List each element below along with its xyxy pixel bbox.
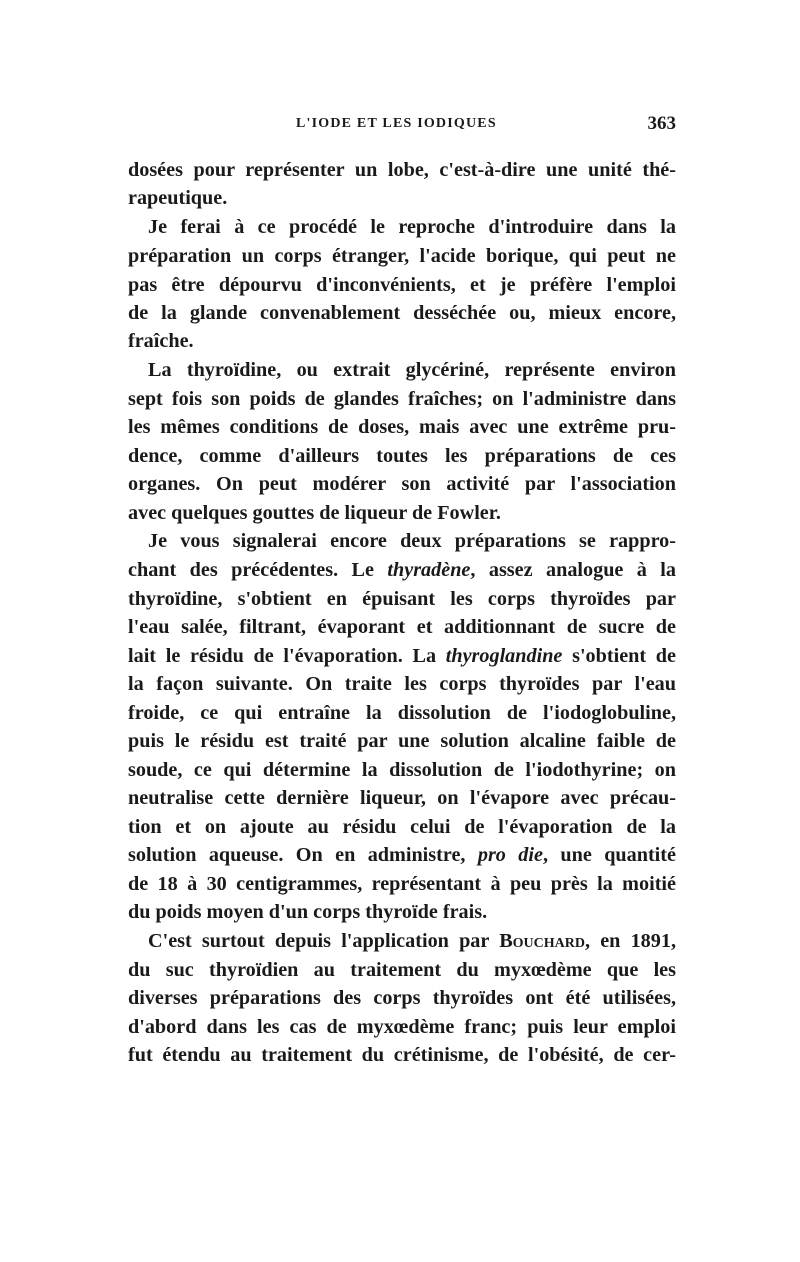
text-run: s'obtient de	[572, 645, 676, 667]
text-line: d'abord dans les cas de myxœdème franc; puis leur emploi	[128, 1016, 676, 1038]
text-line: diverses préparations des corps thyroïdes ont été utilisées,	[128, 987, 676, 1009]
text-run: , assez analogue à la	[470, 559, 676, 581]
text-line	[128, 840, 676, 870]
italic-term-pro-die: pro die	[477, 844, 543, 866]
text-line	[128, 641, 676, 671]
text-line: pas être dépourvu d'inconvénients, et je préfère l'emploi	[128, 274, 676, 296]
text-line: rapeutique.	[128, 187, 228, 209]
text-line: la façon suivante. On traite les corps thyroïdes par l'eau	[128, 673, 676, 695]
text-line: dence, comme d'ailleurs toutes les préparations de ces	[128, 445, 676, 467]
text-line: puis le résidu est traité par une solution alcaline faible de	[128, 730, 676, 752]
text-line: l'eau salée, filtrant, évaporant et additionnant de sucre de	[128, 616, 676, 638]
text-line: neutralise cette dernière liqueur, on l'évapore avec précau-	[128, 787, 676, 809]
text-line: froide, ce qui entraîne la dissolution de l'iodoglobuline,	[128, 702, 676, 724]
text-line: soude, ce qui détermine la dissolution de l'iodothyrine; on	[128, 759, 676, 781]
running-head: L'IODE ET LES IODIQUES	[296, 116, 497, 131]
text-line: du suc thyroïdien au traitement du myxœdème que les	[128, 959, 676, 981]
paragraph-start-line	[128, 926, 676, 956]
text-line: organes. On peut modérer son activité par l'association	[128, 473, 676, 495]
text-run: C'est surtout depuis l'application par	[148, 930, 489, 952]
text-line: préparation un corps étranger, l'acide borique, qui peut ne	[128, 245, 676, 267]
page-header	[128, 113, 676, 140]
author-name-bouchard: Bouchard	[499, 930, 585, 952]
text-run: solution aqueuse. On en administre,	[128, 844, 466, 866]
text-run: , une quantité	[542, 844, 676, 866]
text-run: , en 1891,	[584, 930, 677, 952]
text-line: tion et on ajoute au résidu celui de l'évaporation de la	[128, 816, 676, 838]
text-line: avec quelques gouttes de liqueur de Fowler.	[128, 502, 501, 524]
text-run: chant des précédentes. Le	[128, 559, 374, 581]
paragraph-start-line: La thyroïdine, ou extrait glycériné, représente environ	[148, 359, 676, 381]
italic-term-thyroglandine: thyroglandine	[445, 645, 563, 667]
text-run: lait le résidu de l'évaporation. La	[128, 645, 437, 667]
italic-term-thyradene: thyradène	[387, 559, 471, 581]
text-line: thyroïdine, s'obtient en épuisant les corps thyroïdes par	[128, 588, 676, 610]
text-line: dosées pour représenter un lobe, c'est-à-dire une unité thé-	[128, 159, 676, 181]
text-line: les mêmes conditions de doses, mais avec une extrême pru-	[128, 416, 676, 438]
text-line: fraîche.	[128, 330, 194, 352]
text-line: fut étendu au traitement du crétinisme, de l'obésité, de cer-	[128, 1044, 676, 1066]
text-line	[128, 555, 676, 585]
paragraph-start-line: Je vous signalerai encore deux préparations se rappro-	[148, 530, 676, 552]
text-line: du poids moyen d'un corps thyroïde frais.	[128, 901, 488, 923]
paragraph-start-line: Je ferai à ce procédé le reproche d'introduire dans la	[148, 216, 676, 238]
page-number: 363	[647, 113, 676, 134]
text-line: de la glande convenablement desséchée ou, mieux encore,	[128, 302, 676, 324]
text-line: de 18 à 30 centigrammes, représentant à peu près la moitié	[128, 873, 676, 895]
text-line: sept fois son poids de glandes fraîches; on l'administre dans	[128, 388, 676, 410]
